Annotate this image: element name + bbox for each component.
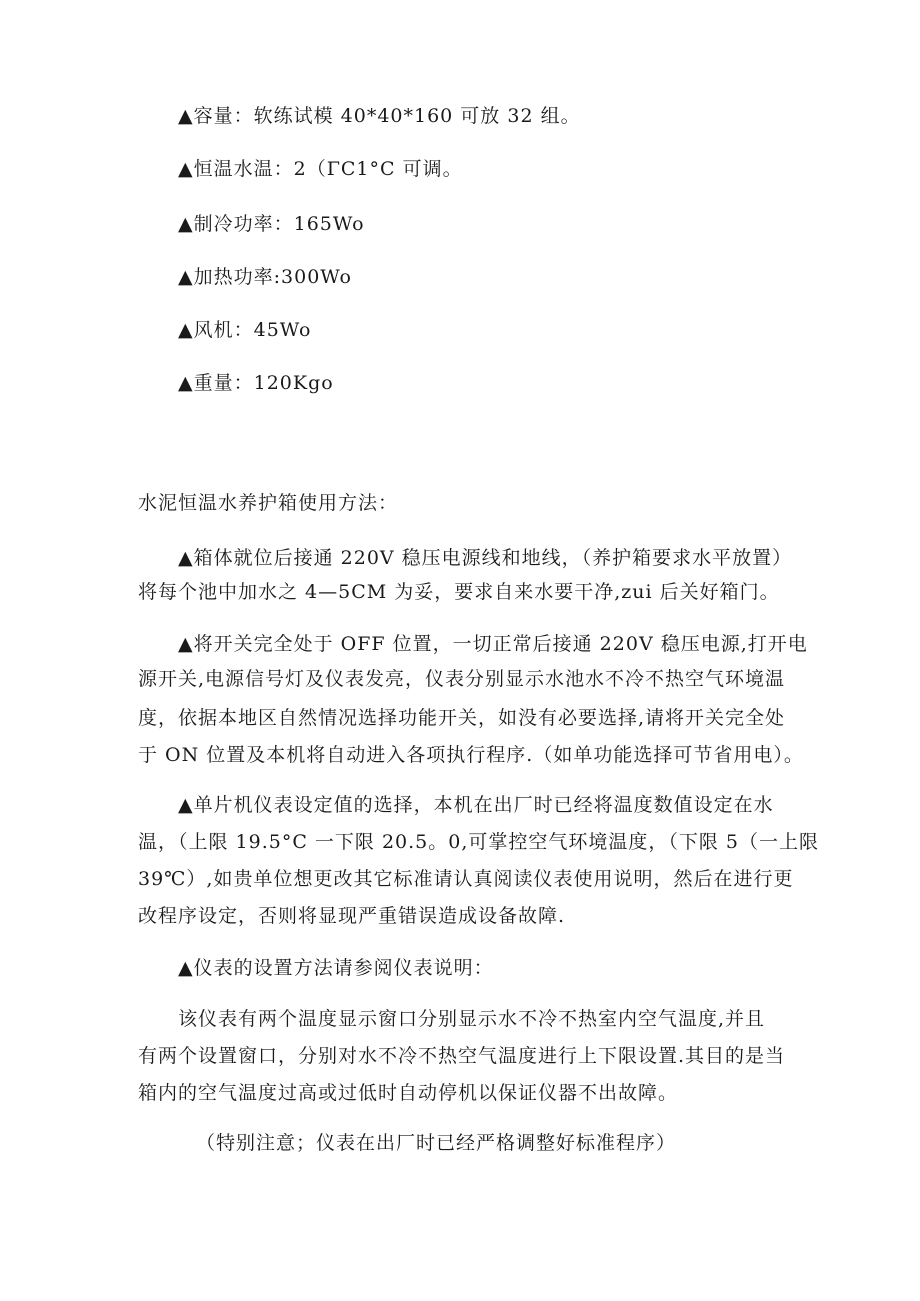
spec-water-temp: ▲恒温水温：2（ΓC1°C 可调。	[178, 158, 463, 180]
paragraph-line: ▲箱体就位后接通 220V 稳压电源线和地线，（养护箱要求水平放置）	[178, 547, 793, 569]
paragraph-line: 39℃）,如贵单位想更改其它标准请认真阅读仪表使用说明，然后在进行更	[138, 868, 794, 890]
paragraph-line: 度，依据本地区自然情况选择功能开关，如没有必要选择,请将开关完全处	[138, 707, 786, 729]
paragraph-line: ▲仪表的设置方法请参阅仪表说明：	[178, 957, 494, 979]
paragraph-line: ▲将开关完全处于 OFF 位置，一切正常后接通 220V 稳压电源,打开电	[178, 633, 808, 655]
paragraph-line: 该仪表有两个温度显示窗口分别显示水不冷不热室内空气温度,并且	[178, 1008, 766, 1030]
spec-fan: ▲风机：45Wo	[178, 319, 312, 341]
spec-weight: ▲重量：120Kgo	[178, 372, 334, 394]
paragraph-line: 有两个设置窗口，分别对水不冷不热空气温度进行上下限设置.其目的是当	[138, 1045, 786, 1067]
spec-cooling-power: ▲制冷功率：165Wo	[178, 213, 365, 235]
paragraph-line: 改程序设定，否则将显现严重错误造成设备故障.	[138, 905, 566, 927]
paragraph-line: 源开关,电源信号灯及仪表发亮，仪表分别显示水池水不冷不热空气环境温	[138, 668, 786, 690]
paragraph-line: 箱内的空气温度过高或过低时自动停机以保证仪器不出故障。	[138, 1082, 679, 1104]
special-note: （特别注意；仪表在出厂时已经严格调整好标准程序）	[196, 1132, 677, 1154]
paragraph-line: 将每个池中加水之 4—5CM 为妥，要求自来水要干净,zui 后关好箱门。	[138, 581, 780, 603]
paragraph-line: ▲单片机仪表设定值的选择，本机在出厂时已经将温度数值设定在水	[178, 794, 774, 816]
section-heading: 水泥恒温水养护箱使用方法：	[138, 492, 399, 514]
spec-heating-power: ▲加热功率:300Wo	[178, 266, 352, 288]
paragraph-line: 于 ON 位置及本机将自动进入各项执行程序.（如单功能选择可节省用电）。	[138, 744, 804, 766]
paragraph-line: 温，（上限 19.5°C 一下限 20.5。0,可掌控空气环境温度，（下限 5（一上限	[138, 831, 820, 853]
spec-capacity: ▲容量：软练试模 40*40*160 可放 32 组。	[178, 105, 581, 127]
